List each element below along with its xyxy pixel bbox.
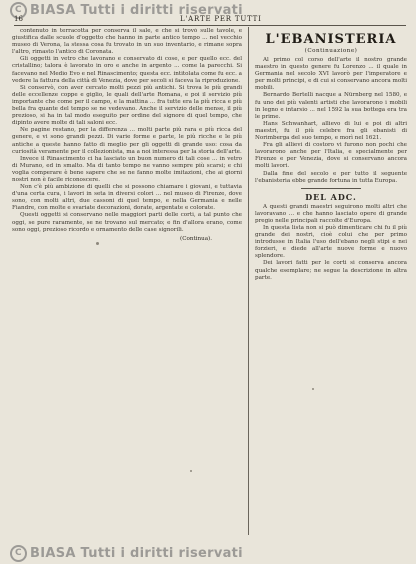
paragraph: A questi grandi maestri seguirono molti altri che lavoravano ... e che hanno lasciato opere di grande pregio nelle principali raccolte d'Europa. <box>255 203 407 224</box>
article-title: L'EBANISTERIA <box>265 32 397 47</box>
paper-speck <box>96 242 99 245</box>
watermark-bottom <box>10 545 243 562</box>
paragraph: Non c'è più ambizione di quelli che si possono chiamare i giovani, e tuttavia d'una certa cura, i lavori in seta in diversi colori ... nel museo di Firenze, dove sono, con molti altri, due cassoni di quel tempo, e nella Germania e nelle Fiandre, con molte e svariate decorazioni, dorate, argentate e colorate. <box>12 184 242 212</box>
paper-speck <box>190 470 192 472</box>
paragraph: Ne pagine restano, per la differenza ... molti parte più rara e più ricca del genere, e vi sono grandi pezzi. Di varie forme e parte, le più ricche e le più antiche a queste hanno fatto di meglio per gli oggetti di grande uso: cosa da curiosità veramente per il collezionista, ma a noi interessa per la storia dell'arte. <box>12 127 242 155</box>
paragraph: Hans Schwanhart, allievo di lui e poi di altri maestri, fu il più celebre fra gli ebanisti di Norimberga del suo tempo, e morì nel 1621. <box>255 120 407 142</box>
paragraph: Dalla fine del secolo e per tutto il seguente l'ebanisteria ebbe grande fortuna in tutta Europa. <box>255 170 407 184</box>
article-signature: (Continua). <box>180 235 212 242</box>
left-article-body <box>12 28 242 234</box>
paragraph: Invece il Rinascimento ci ha lasciato un buon numero di tali cose ... in vetro di Murano, ed in smalto. Ma di tanto tempo ne vanno sempre più scarsi; e chi voglia comperare è bene sapere che se ne fanno molte imitazioni, che ai giorni nostri non è facile riconoscere. <box>12 155 242 183</box>
watermark-text: BIASA Tutti i diritti riservati <box>30 546 243 561</box>
section-rule <box>301 188 361 189</box>
paragraph: contenuto in terracotta per conserva il sale, e che si trovò sulle tavole, e giustifica dalle scuole d'oggetto che hanno in parte antico tempo ... nel vecchio museo di Verona, la stessa cosa fu trovato in un suo inventario, e rimane sopra l'altro, rimasto l'antico di Coronata. <box>12 28 242 56</box>
paragraph: Si conservò, con aver cercato molti pezzi più antichi. Si trova le più grandi delle eccellenze coppe e giglio, le quali dell'arte Romana, e poi il servizio più importante che come per il campo, e la mattina ... fra tutte era la più ricca e più bella fra quante del tempo se ne vedevano. Anche il servizio delle mense, il più prezioso, si ha in tal modo eseguito per ordine del signore di quel tempo, che dipinto avere molte di tali saloni ecc. <box>12 84 242 127</box>
section-title: DEL ADC. <box>305 191 357 202</box>
running-title: L'ARTE PER TUTTI <box>180 15 262 23</box>
page-number: 16 <box>14 15 23 23</box>
article-subtitle: (Continuazione) <box>304 48 358 54</box>
paragraph: Fra gli allievi di costoro vi furono non pochi che lavorarono anche per l'Italia, e specialmente per Firenze e per Venezia, dove si conservano ancora molti lavori. <box>255 142 407 170</box>
column-divider <box>248 27 249 535</box>
paragraph: Questi oggetti si conservano nelle maggiori parti delle corti, a tal punto che oggi, se pure raramente, se ne trovano sul mercato; e fin d'allora erano, come sono oggi, prezioso ricordo e ornamento delle case signorili. <box>12 212 242 233</box>
section-body <box>255 204 407 282</box>
copyright-icon: C <box>10 545 27 562</box>
left-column <box>12 28 242 536</box>
paragraph: Gli oggetti in vetro che lavorano e conservato di cose, e per quello ecc. del cristallino; talora è lavorato in oro e anche in argento ... come la parecchi. Si facevano nel Medio Evo e nel Rinascimento; questa ecc. intitolata come fu ecc. a vedere la fattura della città di Venezia, dove per secoli si faceva la riproduzione. <box>12 56 242 84</box>
copyright-icon: C <box>10 2 27 19</box>
right-column <box>255 28 407 536</box>
paragraph: Bernardo Bertelli nacque a Nürnberg nel 1580, e fu uno dei più valenti artisti che lavorarono i mobili in legno e intarsio ... nel 1592 la sua bottega era tra le prime. <box>255 92 407 120</box>
paragraph: Dei lavori fatti per le corti si conserva ancora qualche esemplare; ne segue la descrizione in altra parte. <box>255 260 407 281</box>
header-rule <box>14 25 406 26</box>
paragraph: In questa lista non si può dimenticare chi fu il più grande dei nostri, cioè colui che per primo introdusse in Italia l'uso dell'ebano negli stipi e nei forzieri, e diede all'arte nuove forme e nuovo splendore. <box>255 224 407 260</box>
right-article-body <box>255 57 407 185</box>
paper-speck <box>312 388 314 390</box>
watermark-text: BIASA Tutti i diritti riservati <box>30 3 243 18</box>
paragraph: Al primo col corso dell'arte il nostro grande maestro in questo genere fu Lorenzo ... il quale in Germania nel secolo XVI lavorò per l'imperatore e per molti principi, e di cui si conservano ancora molti mobili. <box>255 57 407 92</box>
